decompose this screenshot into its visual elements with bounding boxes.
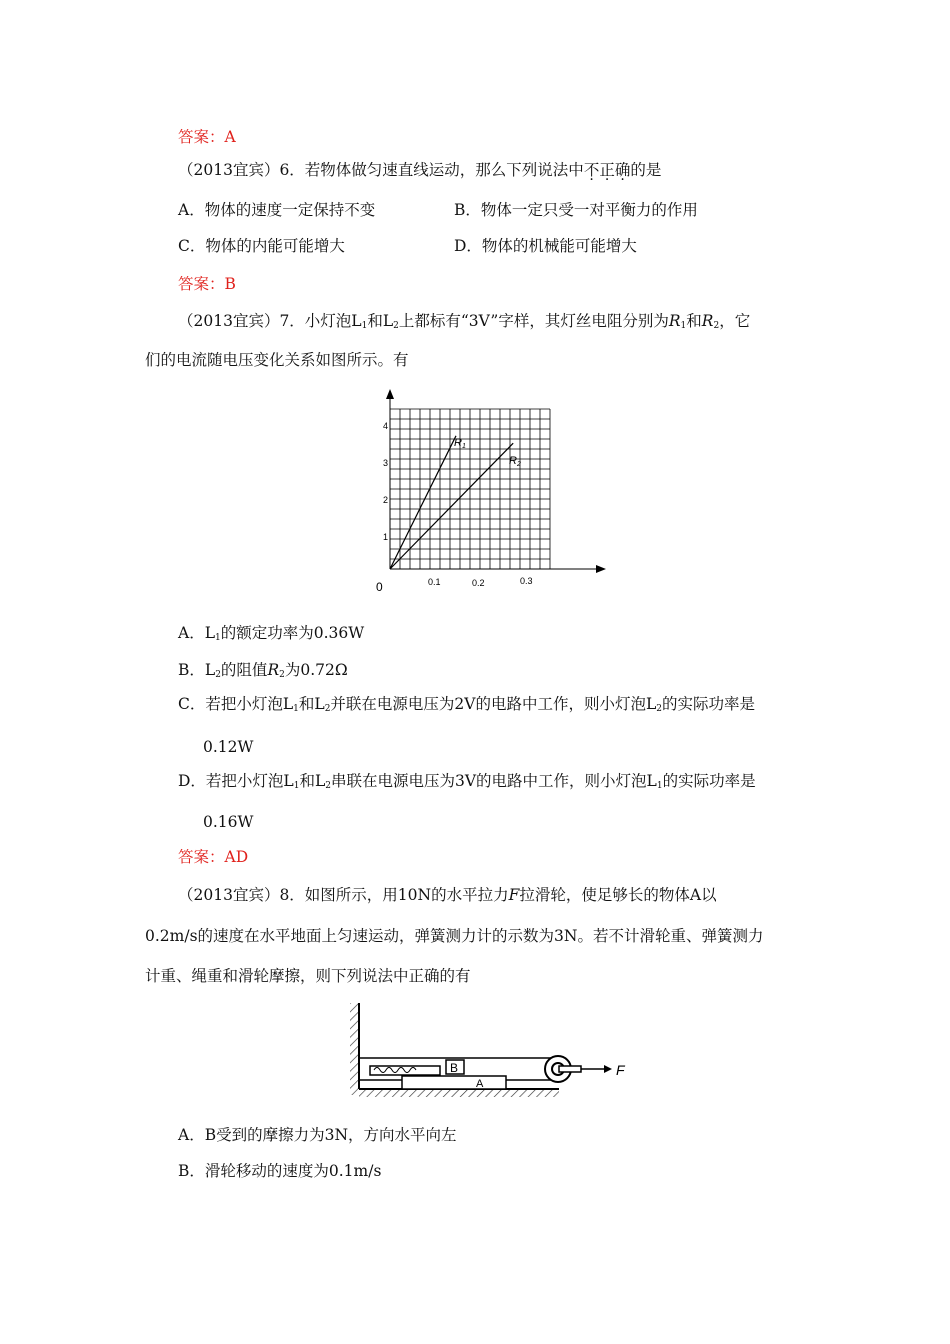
question-8-line2: 0.2m/s的速度在水平地面上匀速运动，弹簧测力计的示数为3N。若不计滑轮重、弹簧测力	[145, 927, 764, 945]
pulley-handle	[559, 1066, 581, 1072]
q7a-sub: 1	[215, 633, 221, 643]
q7-text: 和	[686, 312, 702, 330]
q7d-text: D．若把小灯泡L	[178, 772, 294, 790]
q7-option-c-cont: 0.12W	[203, 738, 254, 756]
q7-text: 上都标有“3V”字样，其灯丝电阻分别为	[398, 312, 669, 330]
block-a-label: A	[476, 1078, 484, 1090]
pulley-figure	[350, 1003, 650, 1103]
block-b-label: B	[450, 1061, 459, 1075]
q7-symbol-r: R	[668, 312, 681, 330]
q6-emph-2: 正	[599, 161, 615, 179]
q7c-text: 和L	[298, 695, 325, 713]
q6-suffix: 的是	[630, 161, 662, 179]
answer-q5: 答案：A	[178, 128, 236, 146]
q7c-sub: 1	[293, 704, 299, 714]
q7-text: 和L	[367, 312, 394, 330]
y-tick-label: 2	[383, 495, 389, 505]
q7b-text: 为0.72Ω	[284, 661, 348, 679]
q7d-text: 和L	[299, 772, 326, 790]
q7b-text: B．L	[178, 661, 216, 679]
question-8-line1	[178, 885, 717, 905]
q8-symbol-f: F	[508, 886, 520, 904]
q6-option-a: A．物体的速度一定保持不变	[178, 201, 376, 219]
series-line-r2	[390, 443, 513, 569]
q7c-text: 并联在电源电压为2V的电路中工作，则小灯泡L	[330, 695, 657, 713]
y-axis-arrow	[386, 389, 394, 399]
q7d-text: 串联在电源电压为3V的电路中工作，则小灯泡L	[331, 772, 657, 790]
q7c-sub: 2	[324, 704, 331, 714]
question-7-line2: 们的电流随电压变化关系如图所示。有	[145, 351, 409, 369]
q8-option-a: A．B受到的摩擦力为3N，方向水平向左	[178, 1126, 457, 1144]
q7b-text: 的阻值	[220, 661, 268, 679]
question-7-line1	[178, 311, 750, 336]
q8-text: 拉滑轮，使足够长的物体A以	[519, 886, 717, 904]
q6-option-b: B．物体一定只受一对平衡力的作用	[454, 201, 698, 219]
series-label-r2: R2	[509, 455, 521, 468]
q7b-symbol-r: R	[267, 661, 280, 679]
q6-emph-3: 确	[614, 161, 631, 179]
q8-option-b: B．滑轮移动的速度为0.1m/s	[178, 1162, 382, 1180]
q7c-text: C．若把小灯泡L	[178, 695, 294, 713]
y-tick-label: 1	[383, 532, 389, 542]
q7-sub: 1	[680, 321, 687, 331]
origin-label: 0	[376, 580, 383, 594]
q6-emph-1: 不	[583, 161, 600, 179]
q7-option-d	[178, 771, 756, 796]
question-8-line3: 计重、绳重和滑轮摩擦，则下列说法中正确的有	[145, 967, 471, 985]
answer-q6: 答案：B	[178, 275, 236, 293]
y-tick-label: 4	[383, 421, 389, 431]
q7-sub: 2	[713, 321, 720, 331]
wall-hatch	[350, 1003, 359, 1095]
q7-text: （2013宜宾）7．小灯泡L	[178, 312, 362, 330]
q7-option-d-cont: 0.16W	[203, 813, 254, 831]
force-arrow-head	[604, 1065, 612, 1073]
q6-prefix: （2013宜宾）6．若物体做匀速直线运动，那么下列说法中	[178, 161, 584, 179]
q6-option-c: C．物体的内能可能增大	[178, 237, 345, 255]
force-label: F	[616, 1062, 625, 1078]
answer-q7: 答案：AD	[178, 848, 249, 866]
q7-text: ，它	[719, 312, 751, 330]
q7-symbol-r: R	[701, 312, 714, 330]
y-tick-label: 3	[383, 458, 389, 468]
iv-chart	[370, 385, 610, 595]
q7d-text: 的实际功率是	[662, 772, 756, 790]
question-6-stem	[178, 160, 661, 180]
q7a-text: A．L	[178, 624, 215, 642]
q8-text: （2013宜宾）8．如图所示，用10N的水平拉力	[178, 886, 509, 904]
q7-option-a	[178, 623, 364, 648]
q7-option-b	[178, 660, 348, 685]
x-tick-label: 0.2	[472, 578, 485, 588]
q7a-text: 的额定功率为0.36W	[220, 624, 365, 642]
q7b-sub: 2	[279, 670, 285, 680]
q7c-text: 的实际功率是	[662, 695, 756, 713]
q7d-sub: 2	[325, 781, 331, 791]
x-tick-label: 0.3	[520, 576, 533, 586]
q7c-sub: 2	[656, 704, 663, 714]
x-tick-label: 0.1	[428, 577, 441, 587]
q6-option-d: D．物体的机械能可能增大	[454, 237, 637, 255]
q7-option-c	[178, 694, 755, 719]
ground-hatch	[359, 1089, 559, 1097]
block-a	[402, 1076, 506, 1089]
q7-sub: 2	[393, 321, 399, 331]
x-axis-arrow	[596, 565, 606, 573]
series-label-r1: R1	[454, 437, 466, 450]
q7-sub: 1	[361, 321, 368, 331]
q7d-sub: 1	[656, 781, 663, 791]
q7d-sub: 1	[293, 781, 300, 791]
q7b-sub: 2	[215, 670, 221, 680]
